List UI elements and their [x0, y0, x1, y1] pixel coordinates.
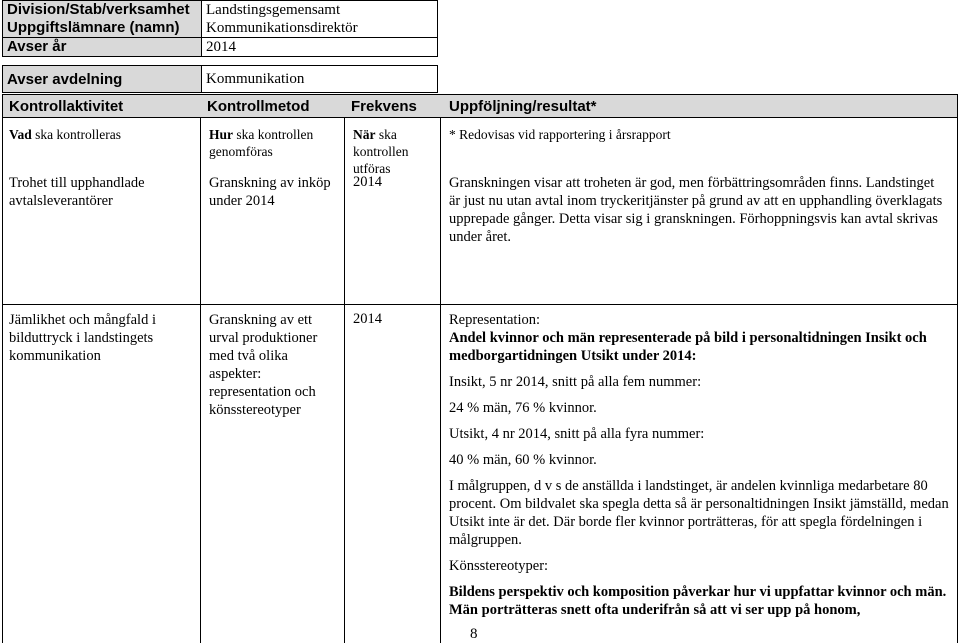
column-uppfoljning: Uppföljning/resultat*	[449, 98, 597, 115]
konsstereotyper-paragraph: Bildens perspektiv och komposition påverkar hur vi uppfattar kvinnor och män. Män porträtteras snett ofta underifrån så att vi ser upp på honom,	[449, 584, 947, 618]
subheader-nar	[353, 126, 435, 177]
col-divider	[200, 118, 201, 643]
konsstereotyper-heading: Könsstereotyper:	[449, 558, 549, 574]
row1-kontrollaktivitet: Trohet till upphandlade avtalsleverantörer	[9, 175, 145, 209]
col-divider	[344, 118, 345, 643]
uppgiftslamnare-value-text: Kommunikationsdirektör	[206, 20, 358, 36]
subheader-hur	[209, 126, 339, 160]
representation-heading: Representation:	[449, 312, 541, 328]
subheader-vad-rest: ska kontrolleras	[31, 127, 122, 142]
col-divider	[440, 118, 441, 643]
column-header-bar	[2, 94, 958, 118]
row-separator	[3, 304, 957, 305]
insikt-stat-label: Insikt, 5 nr 2014, snitt på alla fem nummer:	[449, 374, 702, 390]
division-label-text: Division/Stab/verksamhet	[7, 1, 190, 18]
control-table	[2, 118, 958, 643]
avdelning-table	[2, 65, 438, 93]
header-table	[2, 0, 438, 57]
avdelning-label: Avser avdelning	[3, 66, 202, 93]
division-value	[202, 1, 438, 38]
subheader-hur-bold: Hur	[209, 127, 234, 142]
row1-frekvens: 2014	[353, 174, 382, 190]
row1-resultat: Granskningen visar att troheten är god, men förbättringsområden finns. Landstinget är just nu utan avtal inom tryckeritjänster på grund av att en upphandling överklagats upprepade gånger. Detta visar sig i granskningen. Förhoppningsvis kan avtal skrivas under året.	[449, 175, 943, 245]
subheader-nar-bold: När	[353, 127, 376, 142]
uppgiftslamnare-label-text: Uppgiftslämnare (namn)	[7, 19, 180, 36]
ar-label: Avser år	[3, 38, 202, 57]
subheader-vad-bold: Vad	[9, 127, 32, 142]
subheader-vad	[9, 126, 195, 143]
row2-kontrollaktivitet: Jämlikhet och mångfald i bilduttryck i landstingets kommunikation	[9, 312, 156, 364]
representation-summary: Andel kvinnor och män representerade på bild i personaltidningen Insikt och medborgartidningen Utsikt under 2014:	[449, 330, 927, 364]
row2-frekvens: 2014	[353, 311, 382, 327]
row2-kontrollmetod: Granskning av ett urval produktioner med två olika aspekter: representation och könsstereotyper	[209, 312, 318, 418]
subheader-hur-rest: ska kontrollen genomföras	[209, 127, 314, 159]
column-kontrollmetod: Kontrollmetod	[207, 98, 310, 115]
subheader-nar-rest: ska kontrollen utföras	[353, 127, 409, 176]
division-value-text: Landstingsgemensamt	[206, 2, 341, 18]
division-label	[3, 1, 202, 38]
column-frekvens: Frekvens	[351, 98, 417, 115]
column-kontrollaktivitet: Kontrollaktivitet	[9, 98, 124, 115]
subheader-note: * Redovisas vid rapportering i årsrapport	[449, 127, 671, 142]
row2-resultat	[449, 311, 949, 619]
ar-value: 2014	[202, 38, 438, 57]
malgrupp-paragraph: I målgruppen, d v s de anställda i landstinget, är andelen kvinnliga medarbetare 80 procent. Om bildvalet ska spegla detta så är personaltidningen Insikt jämställd, medan Utsikt inte är det. Där borde fler kvinnor porträtteras, för att spegla fördelningen i målgruppen.	[449, 478, 949, 548]
page-number: 8	[470, 626, 478, 642]
utsikt-stat-label: Utsikt, 4 nr 2014, snitt på alla fyra nummer:	[449, 426, 705, 442]
insikt-stat-value: 24 % män, 76 % kvinnor.	[449, 400, 597, 416]
row1-kontrollmetod: Granskning av inköp under 2014	[209, 175, 331, 209]
utsikt-stat-value: 40 % män, 60 % kvinnor.	[449, 452, 597, 468]
avdelning-value: Kommunikation	[202, 66, 438, 93]
